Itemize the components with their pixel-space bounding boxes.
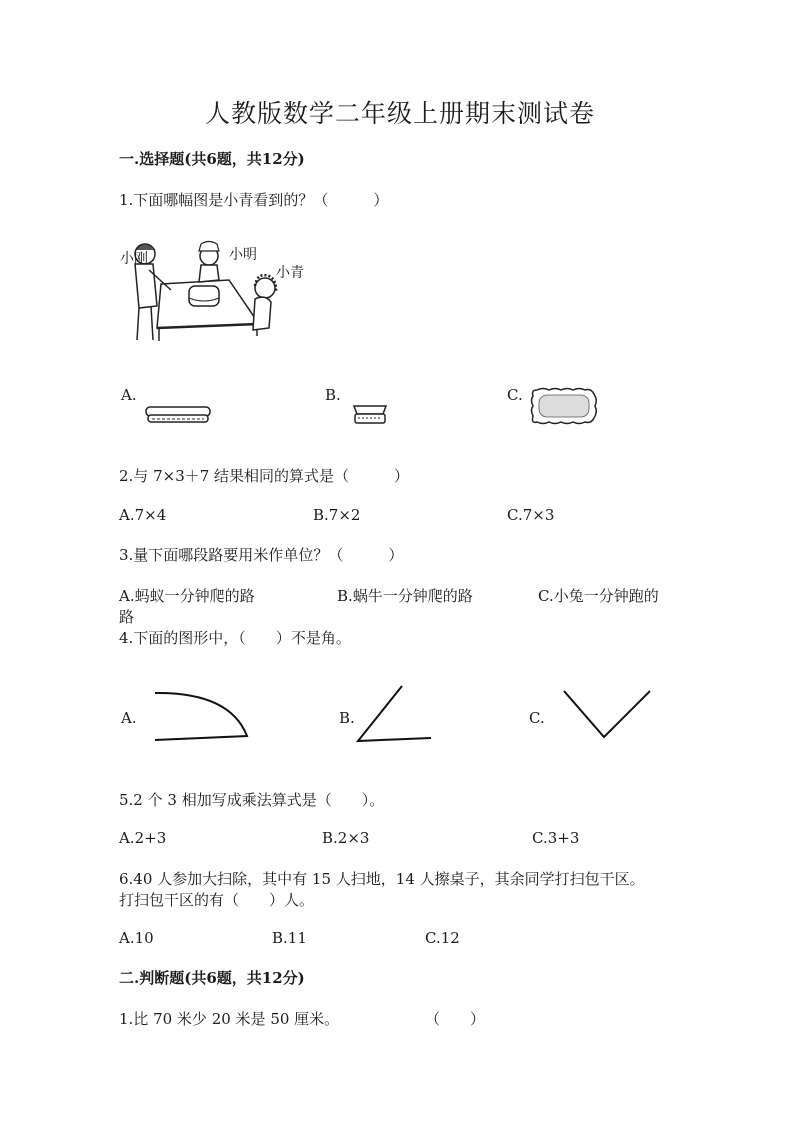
question-5-text: 5.2 个 3 相加写成乘法算式是（ ）。: [119, 791, 385, 809]
q2-option-c[interactable]: C.7×3: [507, 506, 555, 524]
q3-option-b[interactable]: B.蜗牛一分钟爬的路: [337, 587, 473, 605]
question-1-text: 1.下面哪幅图是小青看到的？（ ）: [119, 191, 389, 209]
judge-1-text: 1.比 70 米少 20 米是 50 厘米。: [119, 1010, 340, 1028]
q3-option-c-wrap: 路: [119, 608, 135, 626]
child-middle-body: [199, 265, 219, 282]
child-right-body: [253, 297, 271, 330]
section-header-choice: 一.选择题(共6题，共12分): [119, 150, 305, 168]
q3-option-a[interactable]: A.蚂蚁一分钟爬的路: [119, 587, 255, 605]
q6-option-c[interactable]: C.12: [425, 929, 460, 947]
question-2-text: 2.与 7×3＋7 结果相同的算式是（ ）: [119, 467, 410, 485]
q4-option-b-figure: [354, 684, 434, 744]
scene-label-xiaogang: 小刚: [120, 251, 148, 267]
q4-option-c-figure: [561, 688, 655, 740]
question-4-text: 4.下面的图形中，（ ）不是角。: [119, 629, 351, 647]
section-header-judge: 二.判断题(共6题，共12分): [119, 969, 305, 987]
q5-option-b[interactable]: B.2×3: [322, 829, 370, 847]
q3-option-c[interactable]: C.小兔一分钟跑的: [538, 587, 659, 605]
q4-option-c[interactable]: C.: [529, 709, 545, 727]
q5-option-c[interactable]: C.3+3: [532, 829, 580, 847]
child-left-body: [135, 264, 157, 308]
question-6-text-line2: 打扫包干区的有（ ）人。: [119, 891, 315, 909]
q1-option-a[interactable]: A.: [121, 386, 137, 404]
scene-label-xiaoqing: 小青: [276, 265, 304, 281]
page-title: 人教版数学二年级上册期末测试卷: [204, 99, 595, 128]
judge-1-blank[interactable]: （ ）: [425, 1010, 486, 1028]
q5-option-a[interactable]: A.2+3: [119, 829, 167, 847]
q1-option-b[interactable]: B.: [325, 386, 341, 404]
q6-option-a[interactable]: A.10: [119, 929, 154, 947]
q2-option-b[interactable]: B.7×2: [313, 506, 361, 524]
loaf-object: [189, 286, 219, 306]
q6-option-b[interactable]: B.11: [272, 929, 307, 947]
question-6-text-line1: 6.40 人参加大扫除，其中有 15 人扫地，14 人擦桌子，其余同学打扫包干区。: [119, 870, 645, 888]
q1-option-b-figure: [350, 402, 390, 426]
q1-option-a-figure: [144, 404, 212, 424]
scene-label-xiaoming: 小明: [229, 247, 257, 263]
q4-option-a[interactable]: A.: [121, 709, 137, 727]
q2-option-a[interactable]: A.7×4: [119, 506, 167, 524]
table-edge: [157, 324, 259, 328]
scene-illustration: [119, 236, 319, 348]
q4-option-a-figure: [150, 688, 250, 744]
q1-option-c-figure: [529, 386, 599, 426]
q1-option-c[interactable]: C.: [507, 386, 523, 404]
child-right-head: [255, 278, 275, 298]
question-3-text: 3.量下面哪段路要用米作单位？（ ）: [119, 546, 404, 564]
q4-option-b[interactable]: B.: [339, 709, 355, 727]
